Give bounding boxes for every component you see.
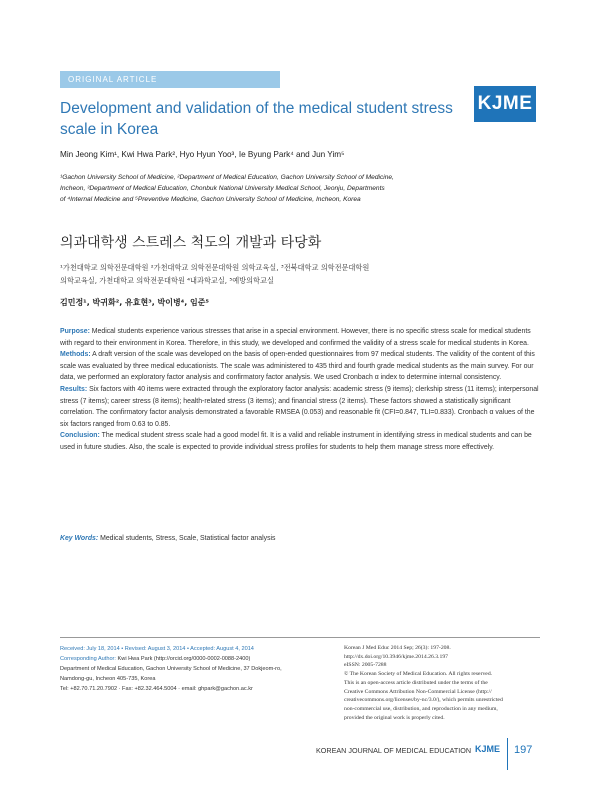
article-title: Development and validation of the medical student stress scale in Korea xyxy=(60,100,453,138)
methods-label: Methods: xyxy=(60,351,91,359)
methods-text: A draft version of the scale was developed on the basis of open-ended questionnaires from 97 medical students. The validity of the content of this scale was evaluated by three medical educationists. The scale was administered to 435 third and fourth grade medical students as the main survey. For our data, we performed an exploratory factor analysis and confirmatory factor analysis. We used Cronbach α index to determine internal consistency. xyxy=(60,351,535,382)
page-number: 197 xyxy=(514,744,533,756)
author-list: Min Jeong Kim¹, Kwi Hwa Park², Hyo Hyun Yoo³, Ie Byung Park⁴ and Jun Yim⁵ xyxy=(60,150,345,159)
corresponding-label: Corresponding Author: xyxy=(60,656,116,662)
corresponding-author xyxy=(60,654,335,664)
citation-license-footnote xyxy=(344,644,544,722)
keywords xyxy=(60,535,276,542)
results-label: Results: xyxy=(60,385,88,393)
footer-separator xyxy=(507,738,508,770)
address-line: Namdong-gu, Incheon 405-735, Korea xyxy=(60,676,156,682)
purpose-label: Purpose: xyxy=(60,328,90,335)
article-dates: Received: July 18, 2014 • Revised: August 3, 2014 • Accepted: August 4, 2014 xyxy=(60,646,254,652)
corresponding-name: Kwi Hwa Park (http://orcid.org/0000-0002-0088-2400) xyxy=(117,656,251,662)
korean-title: 의과대학생 스트레스 척도의 개발과 타당화 xyxy=(60,235,322,251)
license-line: non-commercial use, distribution, and reproduction in any medium, xyxy=(344,705,498,712)
affiliations xyxy=(60,172,480,205)
abstract-conclusion xyxy=(60,430,540,453)
license-line: Creative Commons Attribution Non-Commercial License (http:// xyxy=(344,688,492,695)
address-line: Department of Medical Education, Gachon University School of Medicine, 37 Dokjeom-ro, xyxy=(60,666,282,672)
license-line: provided the original work is properly cited. xyxy=(344,714,445,721)
conclusion-text: The medical student stress scale had a good model fit. It is a valid and reliable instrument in identifying stress in medical students and can be used in future studies. Also, the scale is expected to provide individual stress profiles for students to help them manage stress more effectively. xyxy=(60,432,532,451)
article-type-banner: ORIGINAL ARTICLE xyxy=(60,71,280,88)
copyright-line: © The Korean Society of Medical Education. All rights reserved. xyxy=(344,671,493,678)
korean-affiliation-line: ¹가천대학교 의학전문대학원 ²가천대학교 의학전문대학원 의학교육실, ³전북대학교 의학전문대학원 xyxy=(60,263,370,272)
footer-journal-name: KOREAN JOURNAL OF MEDICAL EDUCATION xyxy=(316,746,472,755)
affiliation-line: of ⁴Internal Medicine and ⁵Preventive Medicine, Gachon University School of Medicine, Incheon, Korea xyxy=(60,196,361,203)
keywords-label: Key Words: xyxy=(60,535,99,542)
abstract-purpose xyxy=(60,326,540,349)
footnote-divider xyxy=(60,637,540,638)
citation-line: Korean J Med Educ 2014 Sep; 26(3): 197-208. xyxy=(344,645,451,651)
korean-author-list: 김민정¹, 박귀화², 유효현³, 박이병⁴, 임준⁵ xyxy=(60,298,210,307)
doi-line: http://dx.doi.org/10.3946/kjme.2014.26.3.197 xyxy=(344,653,449,660)
korean-affiliations xyxy=(60,261,490,287)
abstract-results xyxy=(60,384,540,430)
purpose-text: Medical students experience various stresses that arise in a special environment. However, there is no specific stress scale for medical students with regard to their environment in Korea. Therefore, in this study, we developed and confirmed the validity of a stress scale for medical students in Korea. xyxy=(60,328,531,347)
contact-line: Tel: +82.70.71.20.7902 · Fax: +82.32.464.5004 · email: ghpark@gachon.ac.kr xyxy=(60,686,253,692)
abstract xyxy=(60,326,540,454)
korean-affiliation-line: 의학교육실, 가천대학교 의학전문대학원 ⁴내과학교실, ⁵예방의학교실 xyxy=(60,276,274,285)
correspondence-footnote xyxy=(60,644,335,694)
affiliation-line: ¹Gachon University School of Medicine, ²Department of Medical Education, Gachon University School of Medicine, xyxy=(60,174,394,181)
journal-logo: KJME xyxy=(474,86,536,122)
affiliation-line: Incheon, ³Department of Medical Education, Chonbuk National University Medical School, Jeonju, Departments xyxy=(60,185,385,192)
keywords-text: Medical students, Stress, Scale, Statistical factor analysis xyxy=(100,535,276,542)
abstract-methods xyxy=(60,349,540,384)
eissn-line: eISSN: 2005-7288 xyxy=(344,662,387,669)
license-line: creativecommons.org/licenses/by-nc/3.0/), which permits unrestricted xyxy=(344,697,503,704)
license-line: This is an open-access article distributed under the terms of the xyxy=(344,679,488,686)
results-text: Six factors with 40 items were extracted through the exploratory factor analysis: academic stress (9 items); clerkship stress (11 items); interpersonal stress (7 items); career stress (8 items); health-related stress (3 items); and financial stress (2 items). These factors showed a statistically significant correlation. The confirmatory factor analysis demonstrated a favorable RMSEA (0.053) and reasonable fit (CFI=0.847, TLI=0.833). Cronbach α values of the six factors ranged from 0.63 to 0.85. xyxy=(60,385,539,428)
footer-logo: KJME xyxy=(475,744,501,754)
conclusion-label: Conclusion: xyxy=(60,432,100,440)
